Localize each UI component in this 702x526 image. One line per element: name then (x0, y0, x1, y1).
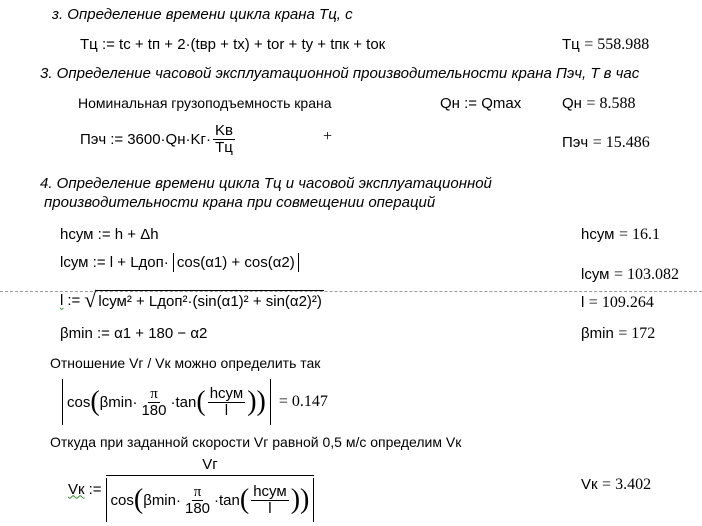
frac-numerator: π (150, 385, 158, 402)
l-formula[interactable] (60, 287, 324, 312)
assign-op: := (88, 480, 102, 498)
nominal-capacity-text: Номинальная грузоподъемность крана (78, 95, 332, 111)
bmin-result[interactable]: βmin = 172 (581, 325, 656, 342)
h-over-l-fraction (208, 386, 246, 419)
result-value: 172 (631, 325, 656, 342)
frac-numerator: hсум (253, 482, 287, 500)
assign-op: := (464, 95, 478, 112)
paren-left-icon: ( (239, 484, 250, 515)
vk-result[interactable]: Vк = 3.402 (581, 476, 652, 493)
hsum-lhs: hсум (60, 226, 94, 243)
frac-numerator: Vг (202, 456, 218, 473)
result-value: 109.264 (601, 294, 654, 311)
frac-numerator: Kв (214, 122, 233, 139)
result-value: 103.082 (626, 266, 679, 283)
paren-right-icon: ) (247, 386, 257, 417)
cos-func: cos (67, 393, 91, 411)
l-rhs: lсум² + Lдоп²·(sin(α1)² + sin(α2)²) (96, 290, 324, 310)
hsum-rhs: h + Δh (114, 226, 159, 243)
frac-denominator: 180 (184, 499, 211, 517)
lsum-result[interactable]: lсум = 103.082 (581, 266, 679, 283)
hsum-result[interactable]: hсум = 16.1 (581, 226, 660, 243)
result-value: 558.988 (597, 36, 650, 53)
cycle-time-result[interactable]: Tц = 558.988 (562, 36, 650, 53)
tan-func: ·tan (170, 393, 197, 411)
paren-right-icon: ) (300, 484, 310, 515)
vk-fraction (106, 456, 315, 522)
sqrt-icon: √ (84, 287, 97, 312)
pi-fraction (183, 484, 212, 517)
qh-lhs: Qн (440, 95, 460, 112)
frac-denominator: l (268, 499, 272, 517)
frac-denominator: Tц (215, 139, 233, 156)
cos-func: cos (110, 491, 134, 509)
assign-op: := (92, 254, 106, 271)
section-header-combined-ops-1: 4. Определение времени цикла Tц и часовой эксплуатационной (40, 175, 492, 192)
frac-denominator (106, 475, 315, 522)
bmin-rhs: α1 + 180 − α2 (114, 325, 208, 342)
lsum-lhs: lсум (60, 254, 89, 271)
bmin-term: βmin· (143, 491, 181, 509)
result-value: 3.402 (615, 476, 652, 493)
paren-right-icon: ) (256, 386, 266, 417)
result-label: βmin (581, 325, 614, 342)
peh-result[interactable]: Пэч = 15.486 (562, 134, 650, 151)
qh-rhs: Qmax (481, 95, 522, 112)
l-lhs: l (60, 291, 64, 309)
bmin-term: βmin· (99, 393, 138, 411)
frac-denominator: 180 (141, 401, 167, 419)
result-value: 8.588 (599, 95, 636, 112)
cycle-time-lhs: Tц (80, 36, 98, 53)
ratio-text: Отношение Vг / Vк можно определить так (50, 355, 321, 371)
abs-expression (62, 379, 271, 425)
section-header-cycle-time: з. Определение времени цикла крана Tц, с (52, 6, 353, 23)
result-label: lсум (581, 266, 610, 283)
frac-numerator: hсум (209, 384, 244, 402)
result-label: Пэч (562, 134, 589, 151)
paren-left-icon: ( (133, 484, 144, 515)
vk-text: Откуда при заданной скорости Vг равной 0,5 м/с определим Vк (50, 434, 462, 450)
qh-result[interactable]: Qн = 8.588 (562, 95, 636, 112)
tan-func: ·tan (214, 491, 240, 509)
bmin-lhs: βmin (60, 325, 93, 342)
lsum-formula[interactable] (60, 254, 299, 271)
section-header-combined-ops-2: производительности крана при совмещении операций (44, 194, 436, 211)
peh-coef: 3600·Qн·Kг· (127, 131, 211, 148)
ratio-result: = 0.147 (278, 393, 328, 410)
assign-op: := (110, 131, 124, 148)
vk-formula[interactable] (68, 456, 314, 522)
h-over-l-fraction (251, 484, 289, 517)
hsum-formula[interactable] (60, 226, 159, 243)
cycle-time-rhs: tc + tп + 2·(tвр + tx) + tor + ty + tпк + toк (119, 36, 386, 53)
assign-op: := (101, 36, 115, 53)
vk-lhs: Vк (68, 480, 85, 498)
paren-right-icon: ) (290, 484, 301, 515)
result-value: 15.486 (605, 134, 650, 151)
cycle-time-formula[interactable] (80, 36, 385, 53)
l-result[interactable]: l = 109.264 (581, 294, 654, 311)
assign-op: := (96, 325, 110, 342)
bmin-formula[interactable] (60, 325, 207, 342)
paren-left-icon: ( (90, 386, 100, 417)
abs-expression: cos(α1) + cos(α2) (173, 253, 299, 272)
peh-fraction (213, 123, 235, 156)
peh-lhs: Пэч (80, 131, 107, 148)
result-label: l (581, 294, 585, 311)
section-header-productivity: 3. Определение часовой эксплуатационной производительности крана Пэч, Т в час (40, 65, 640, 82)
assign-op: := (67, 291, 81, 309)
frac-numerator: π (193, 483, 202, 500)
result-label: hсум (581, 226, 615, 243)
result-label: Qн (562, 95, 582, 112)
frac-denominator: l (224, 401, 229, 419)
abs-expression (106, 478, 315, 522)
result-label: Tц (562, 36, 580, 53)
result-value: 16.1 (631, 226, 660, 243)
plus-marker[interactable]: + (323, 128, 333, 145)
ratio-expression[interactable] (62, 378, 328, 426)
qh-assignment[interactable] (440, 95, 521, 112)
peh-formula[interactable] (80, 123, 237, 156)
paren-left-icon: ( (196, 386, 206, 417)
lsum-rhs: l + Lдоп· (109, 254, 169, 271)
result-label: Vк (581, 476, 598, 493)
pi-fraction (139, 386, 168, 419)
assign-op: := (97, 226, 111, 243)
